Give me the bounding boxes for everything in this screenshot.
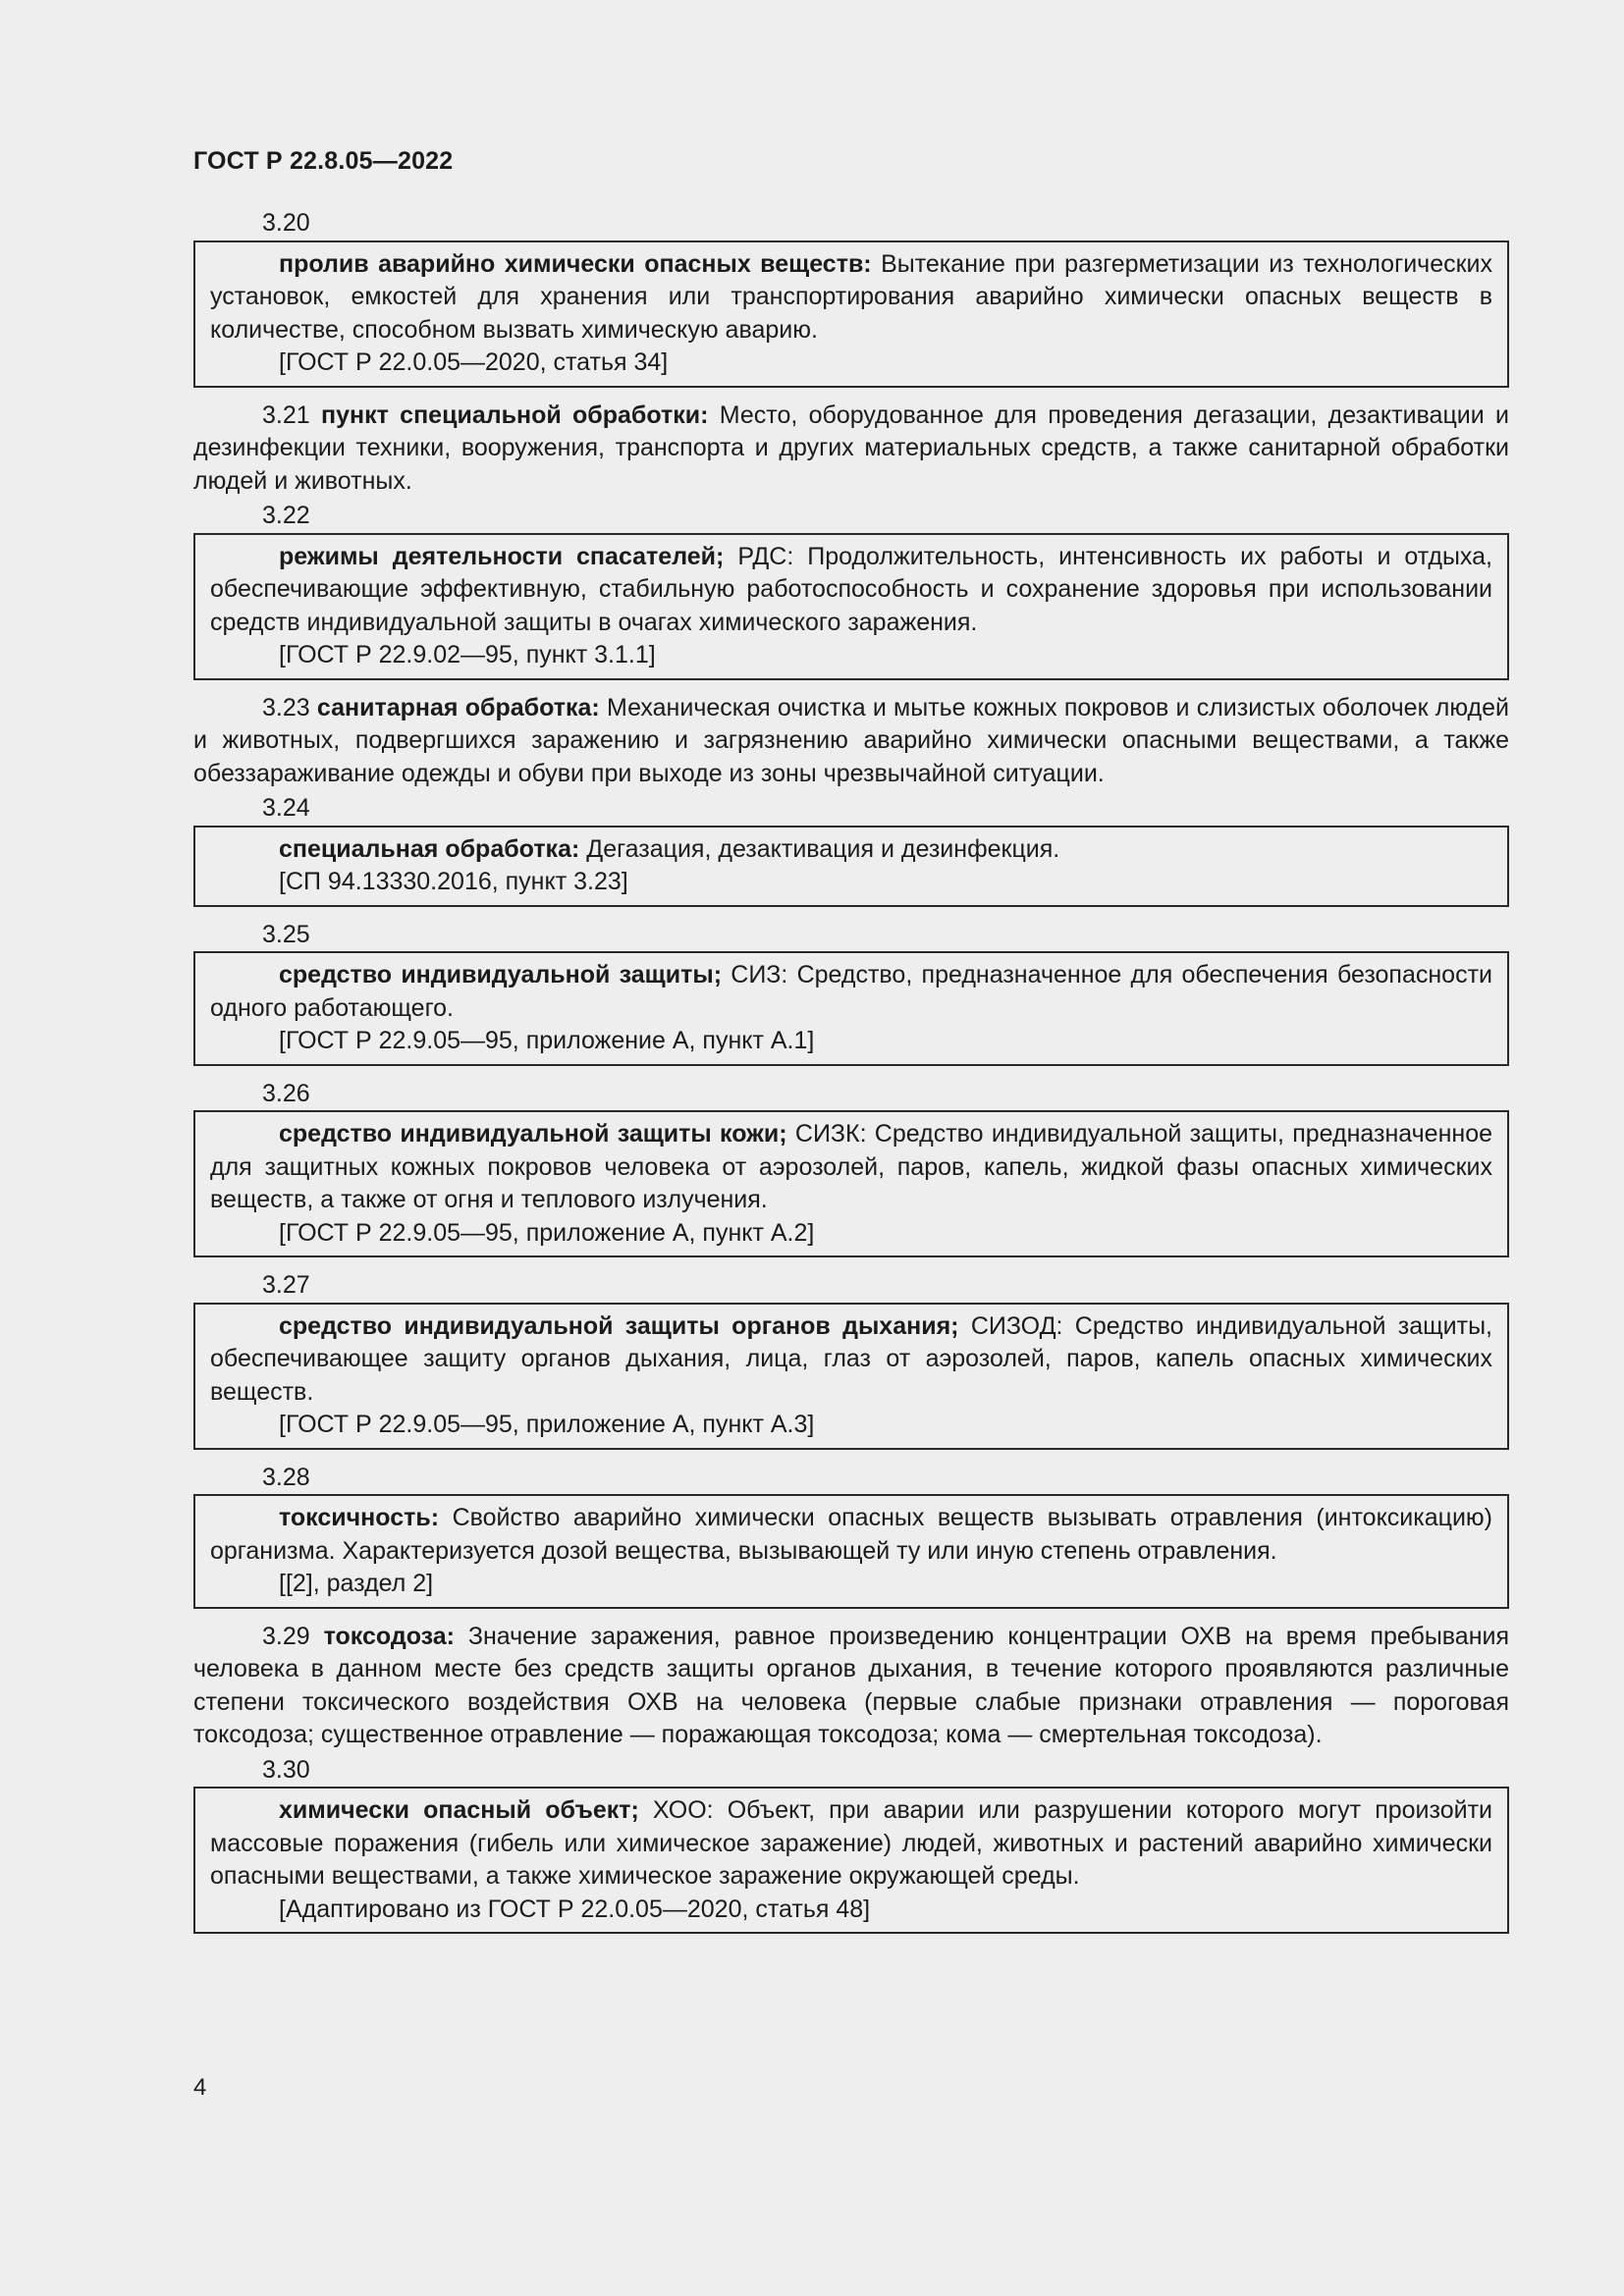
definition-text (210, 1118, 1492, 1217)
entry-number: 3.24 (262, 794, 310, 822)
entry-number: 3.23 (262, 693, 310, 721)
definition-box (193, 1787, 1509, 1934)
document-page (193, 144, 1509, 1946)
definition-body: СИЗК: Средство индивидуальной защиты, предназначенное для защитных кожных покровов человека от аэрозолей, паров, капель, жидкой фазы опасных химических веществ, а также от огня и теплового излучения. (210, 1120, 1493, 1213)
definition-box (193, 240, 1509, 388)
definition-body: РДС: Продолжительность, интенсивность их работы и отдыха, обеспечивающие эффективную, стабильную работоспособность и сохранение здоровья при использовании средств индивидуальной защиты в очагах химического заражения. (210, 542, 1493, 636)
definition-box (193, 951, 1509, 1066)
source-reference: [ГОСТ Р 22.9.05—95, приложение А, пункт А.2] (279, 1218, 815, 1247)
term: специальная обработка: (279, 834, 580, 863)
term: токсичность: (279, 1504, 440, 1531)
definition-box (193, 1494, 1509, 1609)
definition-body: Вытекание при разгерметизации из технологических установок, емкостей для хранения или транспортирования аварийно химически опасных веществ в количестве, способном вызвать химическую аварию. (210, 249, 1493, 344)
definition-paragraph (193, 692, 1509, 791)
definition-body: Механическая очистка и мытье кожных покровов и слизистых оболочек людей и животных, подвергшихся заражению и загрязнению аварийно химически опасными веществами, а также обеззараживание одежды и обуви при выходе из зоны чрезвычайной ситуации. (193, 693, 1510, 787)
entry-number: 3.22 (262, 502, 310, 529)
entry-number: 3.28 (262, 1463, 310, 1491)
entry-number: 3.27 (262, 1271, 310, 1299)
term: средство индивидуальной защиты органов дыхания; (279, 1311, 959, 1340)
term: пункт специальной обработки: (321, 400, 709, 429)
definition-text (210, 959, 1492, 1025)
source-reference: [ГОСТ Р 22.9.02—95, пункт 3.1.1] (279, 641, 656, 668)
term: средство индивидуальной защиты кожи; (279, 1120, 787, 1148)
definition-text (210, 1794, 1492, 1894)
definition-body: Место, оборудованное для проведения дегазации, дезактивации и дезинфекции техники, вооружения, транспорта и других материальных средств, а также санитарной обработки людей и животных. (193, 400, 1509, 495)
definition-body: СИЗ: Средство, предназначенное для обеспечения безопасности одного работающего. (210, 961, 1492, 1022)
entry-number: 3.21 (262, 400, 310, 429)
definition-text (210, 248, 1492, 347)
definition-text (210, 833, 1492, 867)
page-number: 4 (193, 2074, 207, 2101)
definition-paragraph (193, 1621, 1509, 1752)
source-reference: [ГОСТ Р 22.9.05—95, приложение А, пункт А.1] (279, 1027, 815, 1054)
entry-number: 3.25 (262, 920, 310, 948)
definition-paragraph (193, 400, 1509, 499)
definition-body: СИЗОД: Средство индивидуальной защиты, обеспечивающее защиту органов дыхания, лица, глаз от аэрозолей, паров, капель опасных химических веществ. (210, 1311, 1492, 1406)
source-reference: [СП 94.13330.2016, пункт 3.23] (279, 868, 628, 895)
definition-box (193, 533, 1509, 680)
definition-box (193, 826, 1509, 907)
source-reference: [[2], раздел 2] (279, 1570, 434, 1597)
definition-body: Дегазация, дезактивация и дезинфекция. (579, 834, 1060, 863)
term: режимы деятельности спасателей; (279, 542, 725, 570)
document-header: ГОСТ Р 22.8.05—2022 (193, 147, 454, 175)
term: средство индивидуальной защиты; (279, 961, 723, 988)
term: химически опасный объект; (279, 1796, 639, 1824)
definition-box (193, 1110, 1509, 1257)
entry-number: 3.26 (262, 1079, 310, 1107)
entry-number: 3.30 (262, 1755, 310, 1784)
source-reference: [ГОСТ Р 22.0.05—2020, статья 34] (279, 348, 669, 376)
entry-number: 3.20 (262, 209, 310, 237)
definition-text (210, 541, 1492, 640)
definition-body: ХОО: Объект, при аварии или разрушении которого могут произойти массовые поражения (гибель или химическое заражение) людей, животных и растений аварийно химически опасными веществами, а также химическое заражение окружающей среды. (210, 1796, 1492, 1890)
term: пролив аварийно химически опасных веществ: (279, 249, 872, 278)
source-reference: [Адаптировано из ГОСТ Р 22.0.05—2020, статья 48] (279, 1895, 871, 1923)
definition-box (193, 1303, 1509, 1450)
source-reference: [ГОСТ Р 22.9.05—95, приложение А, пункт А.3] (279, 1411, 815, 1438)
definition-body: Свойство аварийно химически опасных веществ вызывать отравления (интоксикацию) организма. Характеризуется дозой вещества, вызывающей ту или иную степень отравления. (210, 1504, 1492, 1565)
term: санитарная обработка: (316, 693, 600, 721)
definition-text (210, 1310, 1492, 1410)
entry-number: 3.29 (262, 1622, 310, 1650)
term: токсодоза: (323, 1622, 455, 1650)
definition-body: Значение заражения, равное произведению концентрации ОХВ на время пребывания человека в данном месте без средств защиты органов дыхания, в течение которого проявляются различные степени токсического воздействия ОХВ на человека (первые слабые признаки отравления — пороговая токсодоза; существенное отравление — поражающая токсодоза; кома — смертельная токсодоза). (193, 1622, 1510, 1748)
definition-text (210, 1502, 1492, 1568)
